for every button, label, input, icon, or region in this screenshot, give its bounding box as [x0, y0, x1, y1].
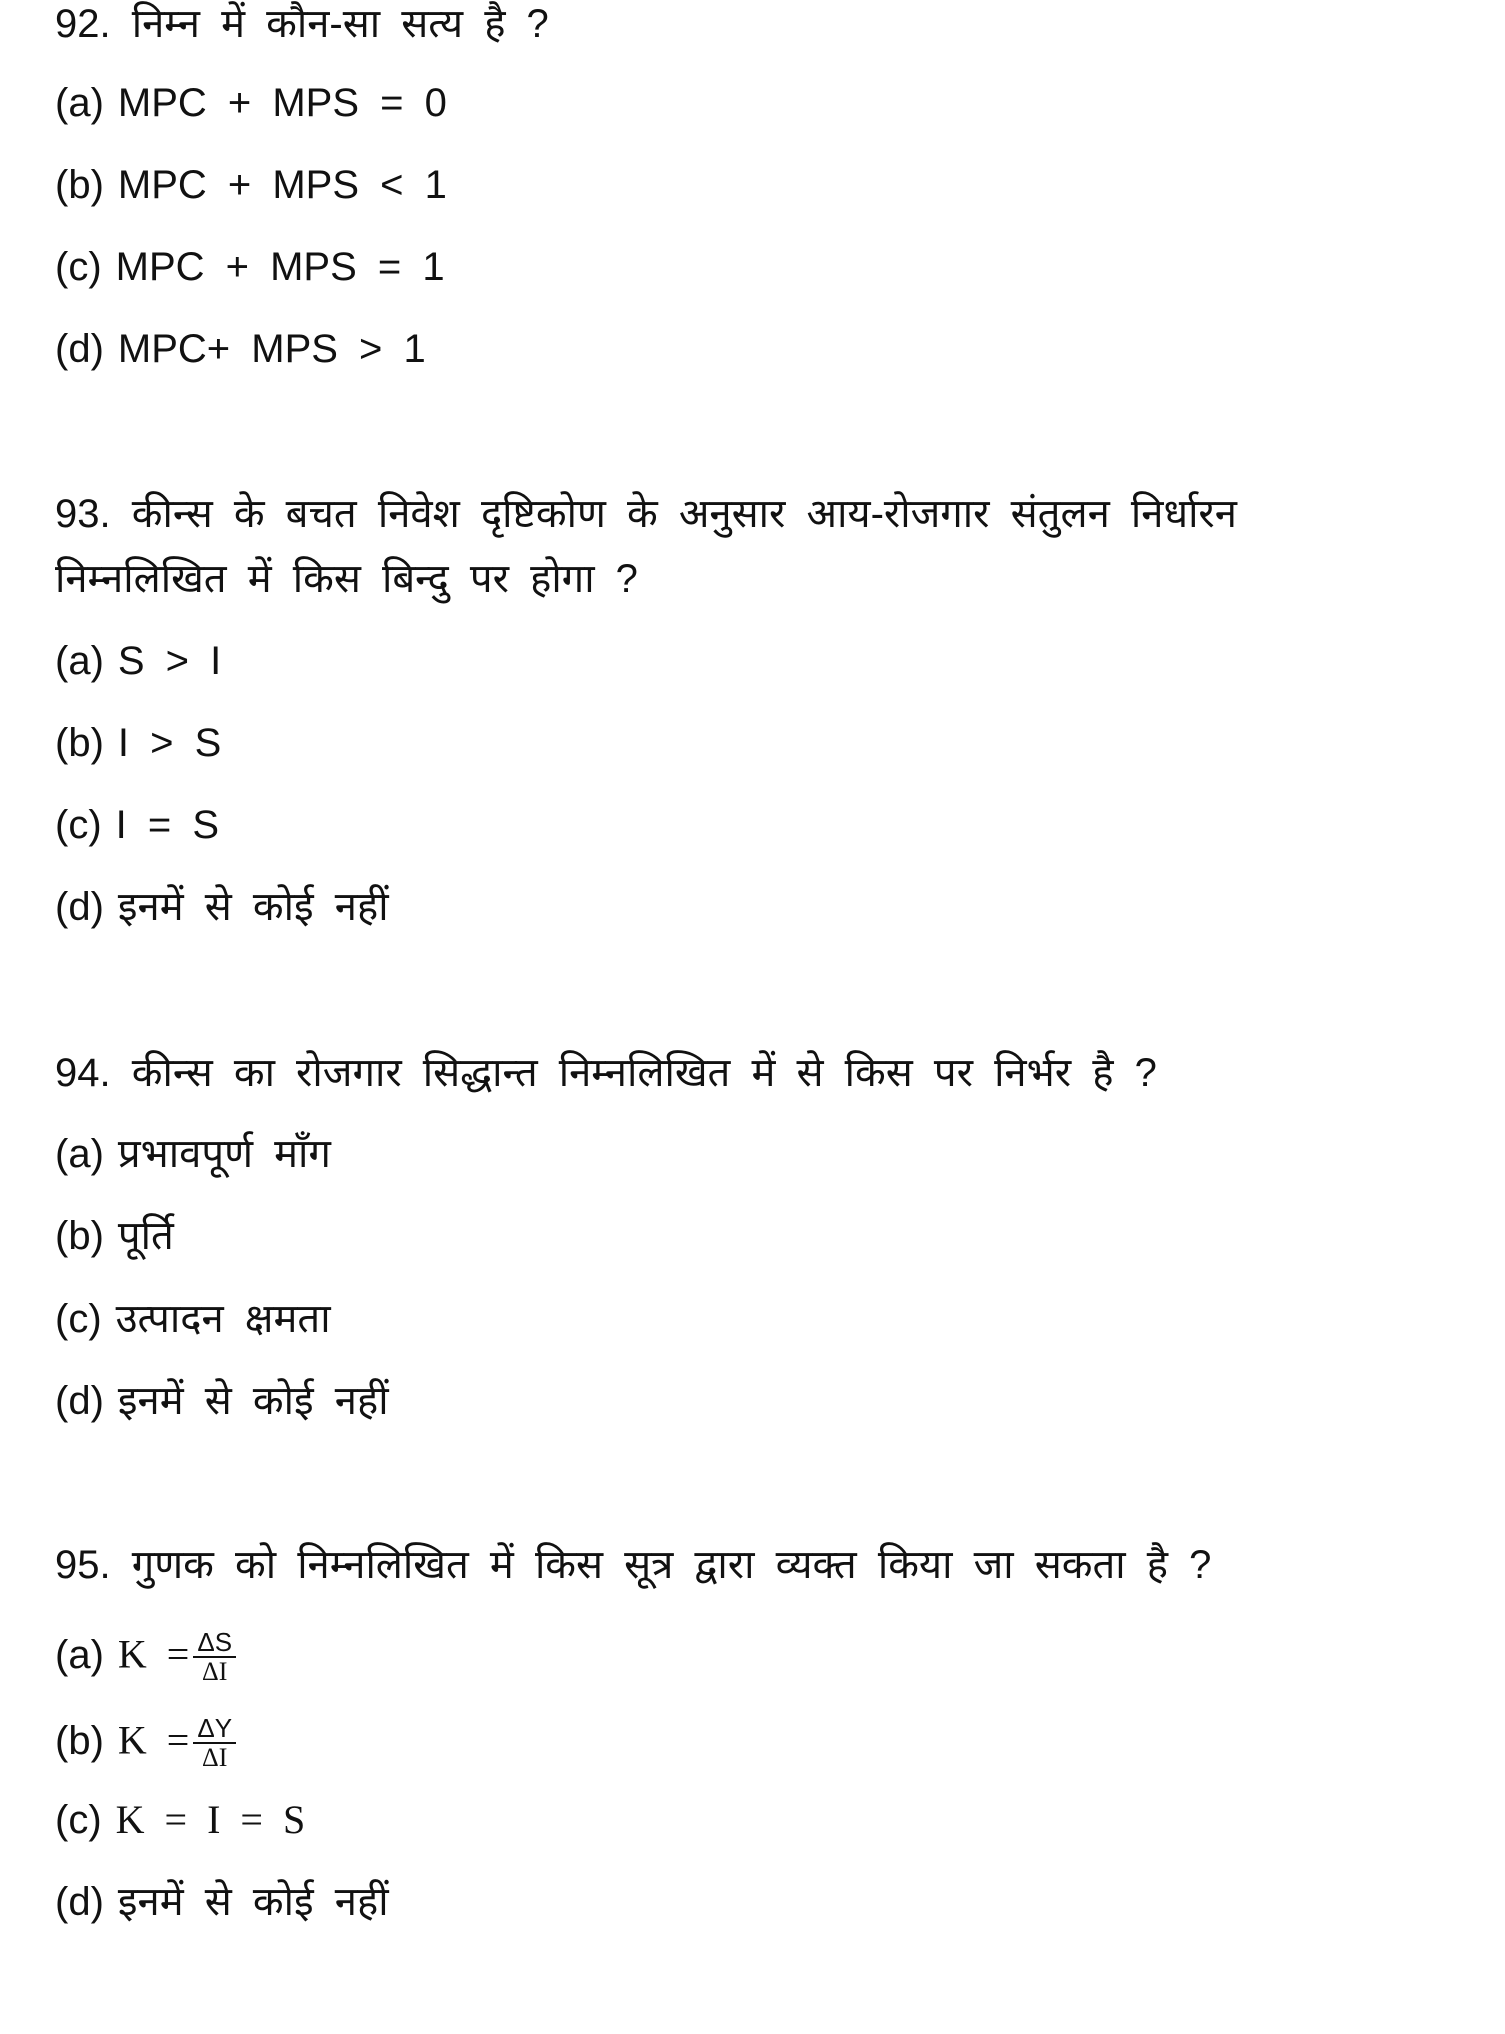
question-93-line2 — [55, 555, 638, 603]
option-label: (a) — [55, 81, 104, 125]
option-93-b[interactable] — [55, 719, 221, 767]
option-92-c[interactable] — [55, 243, 445, 291]
option-text: I > S — [117, 721, 222, 765]
question-text: निम्न में कौन-सा सत्य है ? — [131, 2, 549, 46]
option-95-c[interactable] — [55, 1796, 305, 1844]
option-label: (c) — [55, 245, 102, 289]
question-text: गुणक को निम्नलिखित में किस सूत्र द्वारा व्यक्त किया जा सकता है ? — [131, 1543, 1212, 1587]
option-95-b[interactable] — [55, 1714, 236, 1772]
option-text: प्रभावपूर्ण माँग — [117, 1132, 331, 1176]
option-text: पूर्ति — [117, 1214, 174, 1258]
formula-lhs: K = — [117, 1717, 190, 1763]
option-92-b[interactable] — [55, 161, 447, 209]
denominator: ΔI — [202, 1743, 228, 1772]
option-text: MPC+ MPS > 1 — [117, 327, 426, 371]
option-94-b[interactable] — [55, 1212, 174, 1260]
option-label: (a) — [55, 1132, 104, 1176]
option-93-c[interactable] — [55, 801, 219, 849]
fraction — [193, 1714, 236, 1772]
option-label: (d) — [55, 327, 104, 371]
option-label: (c) — [55, 1297, 102, 1341]
question-95 — [55, 1541, 1211, 1589]
formula-lhs: K = — [117, 1631, 190, 1677]
option-label: (c) — [55, 803, 102, 847]
option-93-a[interactable] — [55, 637, 221, 685]
option-label: (d) — [55, 885, 104, 929]
option-label: (d) — [55, 1880, 104, 1924]
option-92-d[interactable] — [55, 325, 426, 373]
option-text: I = S — [115, 803, 220, 847]
option-label: (d) — [55, 1379, 104, 1423]
option-94-a[interactable] — [55, 1130, 331, 1178]
option-93-d[interactable] — [55, 883, 389, 931]
question-number: 92. — [55, 2, 111, 46]
question-text: कीन्स का रोजगार सिद्धान्त निम्नलिखित में से किस पर निर्भर है ? — [131, 1051, 1157, 1095]
numerator: ΔS — [193, 1628, 236, 1658]
numerator: ΔY — [193, 1714, 236, 1744]
option-95-a[interactable] — [55, 1628, 236, 1686]
fraction — [193, 1628, 236, 1686]
option-text: इनमें से कोई नहीं — [117, 1379, 389, 1423]
option-label: (b) — [55, 721, 104, 765]
option-label: (c) — [55, 1798, 102, 1842]
denominator: ΔI — [202, 1657, 228, 1686]
question-number: 94. — [55, 1051, 111, 1095]
question-text: कीन्स के बचत निवेश दृष्टिकोण के अनुसार आय-रोजगार संतुलन निर्धारन — [131, 492, 1237, 536]
question-94 — [55, 1049, 1157, 1097]
option-95-d[interactable] — [55, 1878, 389, 1926]
option-94-c[interactable] — [55, 1295, 331, 1343]
option-label: (b) — [55, 1214, 104, 1258]
question-number: 95. — [55, 1543, 111, 1587]
option-text: MPC + MPS = 1 — [115, 245, 445, 289]
option-94-d[interactable] — [55, 1377, 389, 1425]
question-92 — [55, 0, 549, 48]
question-93 — [55, 490, 1237, 538]
option-text: इनमें से कोई नहीं — [117, 885, 389, 929]
option-label: (b) — [55, 1718, 104, 1763]
option-label: (a) — [55, 1632, 104, 1677]
option-92-a[interactable] — [55, 79, 447, 127]
option-text: S > I — [117, 639, 222, 683]
question-text: निम्नलिखित में किस बिन्दु पर होगा ? — [55, 557, 638, 601]
option-text: K = I = S — [115, 1797, 306, 1842]
option-label: (a) — [55, 639, 104, 683]
option-text: इनमें से कोई नहीं — [117, 1880, 389, 1924]
option-label: (b) — [55, 163, 104, 207]
question-number: 93. — [55, 492, 111, 536]
option-text: उत्पादन क्षमता — [115, 1297, 331, 1341]
option-text: MPC + MPS = 0 — [117, 81, 447, 125]
option-text: MPC + MPS < 1 — [117, 163, 447, 207]
